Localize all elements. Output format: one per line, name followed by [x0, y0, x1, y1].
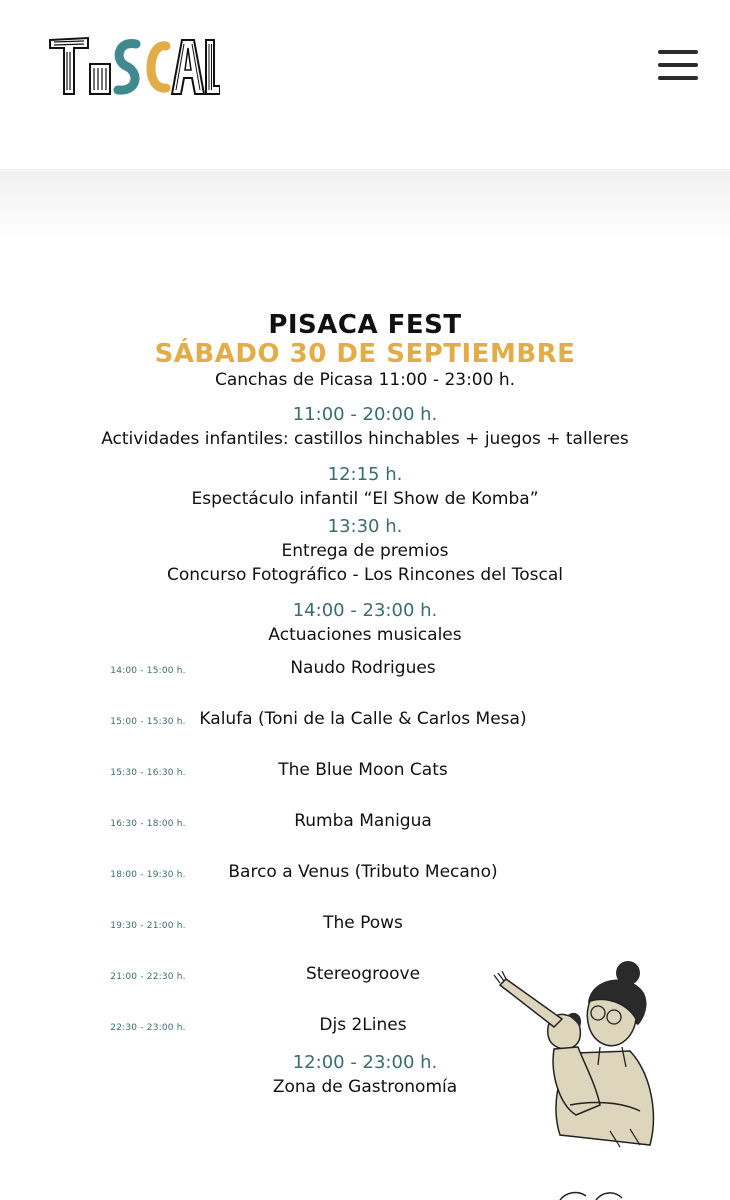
act-time: 15:00 - 15:30 h.: [110, 717, 186, 727]
act-time: 21:00 - 22:30 h.: [110, 972, 186, 982]
act-time: 18:00 - 19:30 h.: [110, 870, 186, 880]
list-item: [0, 656, 730, 707]
decorative-illustration: [556, 1190, 626, 1200]
block-description: Entrega de premios: [281, 541, 449, 561]
block-description: Actividades infantiles: castillos hinchables + juegos + talleres: [101, 429, 629, 449]
list-item: [0, 860, 730, 911]
block-description: Zona de Gastronomía: [272, 1077, 458, 1097]
act-time: 19:30 - 21:00 h.: [110, 921, 186, 931]
site-header: [0, 0, 730, 170]
act-time: 15:30 - 16:30 h.: [110, 768, 186, 778]
event-date: SÁBADO 30 DE SEPTIEMBRE: [154, 339, 576, 369]
schedule-block: [0, 403, 730, 451]
act-time: 16:30 - 18:00 h.: [110, 819, 186, 829]
toscal-logo[interactable]: [48, 30, 220, 100]
act-name: The Blue Moon Cats: [278, 760, 448, 780]
act-time: 14:00 - 15:00 h.: [110, 666, 186, 676]
block-description: Concurso Fotográfico - Los Rincones del Toscal: [166, 565, 564, 585]
block-description: Actuaciones musicales: [268, 625, 462, 645]
list-item: [0, 809, 730, 860]
act-name: Stereogroove: [305, 964, 421, 984]
act-name: Barco a Venus (Tributo Mecano): [228, 862, 498, 882]
act-name: Djs 2Lines: [319, 1015, 407, 1035]
event-venue: Canchas de Picasa 11:00 - 23:00 h.: [214, 370, 516, 390]
block-description: Espectáculo infantil “El Show de Komba”: [191, 489, 539, 509]
mother-child-illustration: [480, 955, 670, 1150]
act-name: Naudo Rodrigues: [290, 658, 436, 678]
schedule-block: [0, 599, 730, 647]
act-name: The Pows: [323, 913, 403, 933]
schedule-block: [0, 515, 730, 587]
event-title: PISACA FEST: [268, 310, 462, 340]
act-name: Rumba Manigua: [294, 811, 432, 831]
list-item: [0, 758, 730, 809]
act-time: 22:30 - 23:00 h.: [110, 1023, 186, 1033]
header-shadow: [0, 171, 730, 241]
block-time: 14:00 - 23:00 h.: [292, 600, 438, 621]
hamburger-menu-icon[interactable]: [656, 48, 700, 82]
act-name: Kalufa (Toni de la Calle & Carlos Mesa): [199, 709, 527, 729]
block-time: 12:15 h.: [327, 464, 403, 485]
schedule-block: [0, 463, 730, 511]
block-time: 12:00 - 23:00 h.: [292, 1052, 438, 1073]
block-time: 11:00 - 20:00 h.: [292, 404, 438, 425]
list-item: [0, 707, 730, 758]
block-time: 13:30 h.: [327, 516, 403, 537]
